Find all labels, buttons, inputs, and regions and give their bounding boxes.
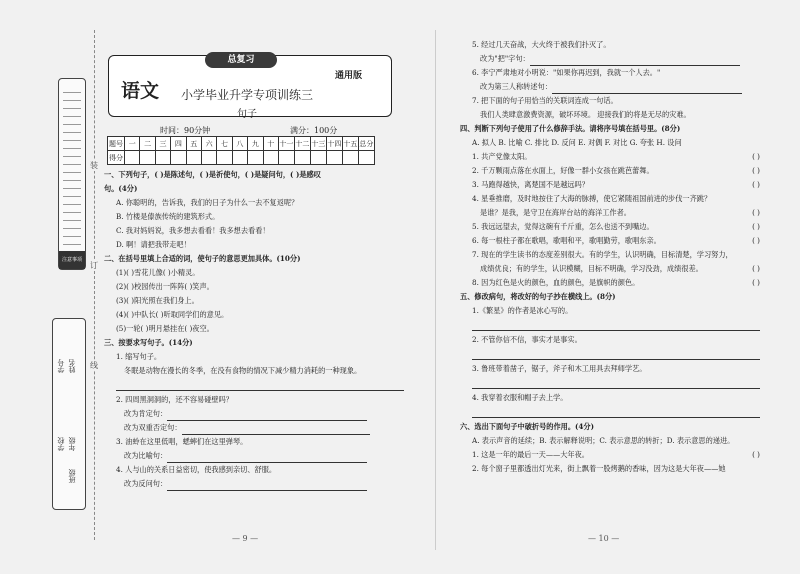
score-cell: 六 xyxy=(201,137,216,151)
score-input-cell[interactable] xyxy=(171,151,186,165)
score-input-cell[interactable] xyxy=(248,151,263,165)
score-input-cell[interactable] xyxy=(278,151,294,165)
score-cell: 五 xyxy=(186,137,201,151)
score-input-cell[interactable] xyxy=(217,151,232,165)
answer-bracket[interactable]: ( ) xyxy=(752,208,760,217)
question-item: 5. 我远远望去，觉得这碗有千斤重，怎么也送不到嘴边。 xyxy=(472,222,654,231)
score-input-cell[interactable] xyxy=(232,151,247,165)
question-item: (5)一轮( )明月悬挂在( )夜空。 xyxy=(116,324,214,333)
grade-label: 年级 xyxy=(68,437,76,451)
question-item: 3. 鲁班带着凿子，锯子，斧子和木工用具去拜师学艺。 xyxy=(472,364,647,373)
section-heading: 一、下列句子，( )是陈述句，( )是祈使句，( )是疑问句，( )是感叹 xyxy=(104,170,321,179)
question-item: 我们人类肆意激费资源，破坏环境。 迎接我们的将是无尽的灾难。 xyxy=(480,110,691,119)
question-item: D. 啊！请把我带走吧！ xyxy=(116,240,191,249)
score-input-cell[interactable] xyxy=(342,151,358,165)
subject-label: 语文 xyxy=(121,80,160,102)
question-item: 5. 经过几天奋战，大火终于被我们扑灭了。 xyxy=(472,40,611,49)
question-item: 7. 现在的学生读书的态度差别很大。有的学生，认识明确，目标清楚，学习努力， xyxy=(472,250,733,259)
question-item: C. 我对妈妈说，我多想去看看！我多想去看看！ xyxy=(116,226,270,235)
score-cell: 四 xyxy=(171,137,186,151)
score-cell: 八 xyxy=(232,137,247,151)
section-heading-cont: 句。(4分) xyxy=(104,184,138,193)
options-line: A. 拟人 B. 比喻 C. 排比 D. 反问 E. 对偶 F. 对比 G. 夸张 H. 设问 xyxy=(472,138,682,147)
score-cell: 二 xyxy=(140,137,155,151)
page-title: 小学毕业升学专项训练三 xyxy=(181,88,314,102)
score-input-cell[interactable] xyxy=(310,151,326,165)
score-row-label: 得分 xyxy=(108,151,125,165)
answer-bracket[interactable]: ( ) xyxy=(752,222,760,231)
answer-prompt: 改为第三人称转述句： xyxy=(480,82,552,91)
cut-mark: 装 xyxy=(90,161,98,170)
score-input-cell[interactable] xyxy=(326,151,342,165)
section-heading: 三、按要求写句子。(14分) xyxy=(104,338,193,347)
question-item: 成绩优良；有的学生，认识模糊，目标不明确，学习没劲，成绩很差。 xyxy=(480,264,703,273)
score-cell: 七 xyxy=(217,137,232,151)
question-item: 6. 李宁严肃地对小明说："如果你再迟到，我就一个人去。" xyxy=(472,68,661,77)
cut-mark: 线 xyxy=(90,361,98,370)
answer-bracket[interactable]: ( ) xyxy=(752,152,760,161)
section-heading: 二、在括号里填上合适的词，使句子的意思更加具体。(10分) xyxy=(104,254,301,263)
version-label: 通用版 xyxy=(335,71,363,81)
page-subtitle: 句子 xyxy=(237,109,257,120)
score-cell: 十四 xyxy=(326,137,342,151)
question-item: 是谁？是我，是守卫在海岸台站的海洋工作者。 xyxy=(480,208,631,217)
question-item: A. 你聪明的，告诉我，我们的日子为什么一去不复返呢？ xyxy=(116,198,299,207)
answer-bracket[interactable]: ( ) xyxy=(752,278,760,287)
answer-line[interactable] xyxy=(530,56,740,66)
answer-line[interactable] xyxy=(182,425,370,435)
question-item: (1)( )雪花儿像( )小精灵。 xyxy=(116,268,200,277)
section-heading: 六、选出下面句子中破折号的作用。(4分) xyxy=(460,422,594,431)
score-table-score-row xyxy=(108,151,375,165)
answer-prompt: 改为双重否定句： xyxy=(124,423,182,432)
answer-bracket[interactable]: ( ) xyxy=(752,450,760,459)
score-cell: 三 xyxy=(155,137,170,151)
notice-text-lines xyxy=(63,85,81,245)
score-table xyxy=(107,136,375,165)
answer-prompt: 改为比喻句： xyxy=(124,451,168,460)
answer-line[interactable] xyxy=(167,411,367,421)
score-input-cell[interactable] xyxy=(358,151,374,165)
name-label: 姓名 xyxy=(68,359,76,373)
question-item: 8. 因为红色是火的颜色，血的颜色，是旗帜的颜色。 xyxy=(472,278,640,287)
score-cell: 九 xyxy=(248,137,263,151)
answer-line[interactable] xyxy=(472,376,760,389)
notice-box xyxy=(58,78,86,270)
section-heading: 五、修改病句，将改好的句子抄在横线上。(8分) xyxy=(460,292,616,301)
question-item: (2)( )校园传出一阵阵( )笑声。 xyxy=(116,282,214,291)
cut-mark: 订 xyxy=(90,261,98,270)
score-table-header-row xyxy=(108,137,375,151)
question-item: 冬眠是动物在漫长的冬季，在没有食物的情况下减少精力消耗的一种现象。 xyxy=(124,366,362,375)
score-cell: 十一 xyxy=(278,137,294,151)
page-number: — 9 — xyxy=(232,534,259,543)
question-item: 1. 这是一年的最后一天——大年夜。 xyxy=(472,450,589,459)
question-item: 7. 把下面的句子用恰当的关联词连成一句话。 xyxy=(472,96,618,105)
right-page-content xyxy=(460,38,760,476)
score-input-cell[interactable] xyxy=(125,151,140,165)
question-item: 2. 不管你信不信，事实才是事实。 xyxy=(472,335,582,344)
answer-bracket[interactable]: ( ) xyxy=(752,264,760,273)
answer-line[interactable] xyxy=(552,84,742,94)
score-cell: 十二 xyxy=(294,137,310,151)
score-input-cell[interactable] xyxy=(294,151,310,165)
answer-line[interactable] xyxy=(116,378,404,391)
answer-prompt: 改为反问句： xyxy=(124,479,168,488)
answer-line[interactable] xyxy=(472,318,760,331)
question-item: 1. 缩写句子。 xyxy=(116,352,162,361)
score-cell: 十 xyxy=(263,137,278,151)
question-item: 1. 共产党像太阳。 xyxy=(472,152,532,161)
answer-bracket[interactable]: ( ) xyxy=(752,180,760,189)
answer-bracket[interactable]: ( ) xyxy=(752,236,760,245)
options-line: A. 表示声音的延续；B. 表示解释说明；C. 表示意思的转折；D. 表示意思的递进。 xyxy=(472,436,735,445)
question-item: 4. 人与山的关系日益密切，使我感到亲切、舒服。 xyxy=(116,465,277,474)
answer-prompt: 改为"把"字句： xyxy=(480,54,530,63)
notice-tag: 注意事项 xyxy=(59,251,85,269)
question-item: 2. 每个窗子里都透出灯光来，街上飘着一股烤鹅的香味，因为这是大年夜——她 xyxy=(472,464,726,473)
left-page-content xyxy=(104,168,404,491)
score-input-cell[interactable] xyxy=(140,151,155,165)
question-item: (4)( )中队长( )听取同学们的意见。 xyxy=(116,310,229,319)
question-item: 4. 我穿着衣服和帽子去上学。 xyxy=(472,393,568,402)
question-item: 2. 千万颗雨点落在水面上，好像一群小女孩在跳芭蕾舞。 xyxy=(472,166,654,175)
question-item: 1.《繁星》的作者是冰心写的。 xyxy=(472,306,573,315)
question-item: (3)( )阳光照在我们身上。 xyxy=(116,296,199,305)
answer-line[interactable] xyxy=(472,347,760,360)
score-cell: 题号 xyxy=(108,137,125,151)
score-cell: 十五 xyxy=(342,137,358,151)
question-item: B. 竹楼是傣族传统的建筑形式。 xyxy=(116,212,220,221)
full-score: 满分：100分 xyxy=(290,126,338,135)
class-label: 班级 xyxy=(68,469,76,483)
question-item: 4. 星垂推磨，及时地按住了大海的脉搏，使它紧随祖国前进的步伐一齐跳？ xyxy=(472,194,712,203)
review-badge: 总复习 xyxy=(205,52,277,68)
answer-bracket[interactable]: ( ) xyxy=(752,166,760,175)
page-number: — 10 — xyxy=(588,534,620,543)
answer-line[interactable] xyxy=(167,481,367,491)
score-input-cell[interactable] xyxy=(263,151,278,165)
cut-line xyxy=(94,30,95,540)
student-info-box xyxy=(52,318,86,510)
school-label: 学校 xyxy=(57,437,65,451)
question-item: 3. 油蛉在这里低唱，蟋蟀们在这里弹琴。 xyxy=(116,437,248,446)
score-input-cell[interactable] xyxy=(201,151,216,165)
student-id-label: 学号 xyxy=(57,359,65,373)
score-cell: 十三 xyxy=(310,137,326,151)
question-item: 6. 每一根柱子都在歌唱，歌唱和平，歌唱勤劳，歌唱东亲。 xyxy=(472,236,661,245)
answer-prompt: 改为肯定句： xyxy=(124,409,168,418)
page-divider xyxy=(435,30,436,550)
score-cell: 总分 xyxy=(358,137,374,151)
answer-line[interactable] xyxy=(167,453,367,463)
answer-line[interactable] xyxy=(472,405,760,418)
question-item: 2. 四周黑洞洞的，还不容易碰壁吗？ xyxy=(116,395,233,404)
question-item: 3. 马跑得越快，离楚国不是越远吗？ xyxy=(472,180,589,189)
title-banner xyxy=(108,55,392,120)
score-input-cell[interactable] xyxy=(155,151,170,165)
score-cell: 一 xyxy=(125,137,140,151)
score-input-cell[interactable] xyxy=(186,151,201,165)
time-limit: 时间：90分钟 xyxy=(160,126,211,135)
section-heading: 四、判断下列句子使用了什么修辞手法。请将序号填在括号里。(8分) xyxy=(460,124,681,133)
